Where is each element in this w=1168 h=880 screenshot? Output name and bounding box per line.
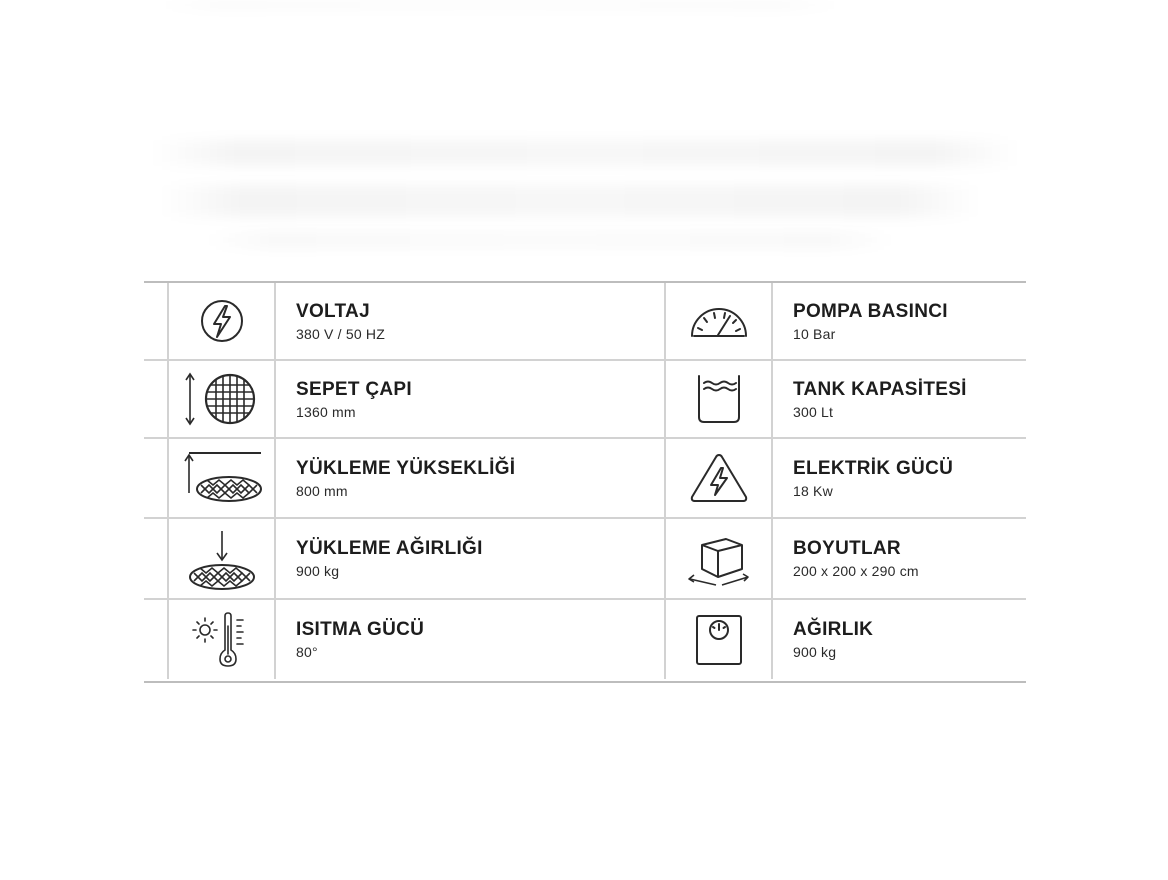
spec-label: POMPA BASINCI [793,300,948,322]
spec-row [144,283,1026,361]
spec-value: 380 V / 50 HZ [296,325,385,342]
spec-row [144,519,1026,600]
lightning-circle-icon [167,283,276,359]
spec-row [144,361,1026,439]
pressure-gauge-icon [664,283,773,359]
blurred-heading-line [200,230,900,250]
spec-item-tank-capacity [664,361,1026,437]
spec-label: ELEKTRİK GÜCÜ [793,457,954,479]
spec-label: TANK KAPASİTESİ [793,378,967,400]
spec-label: BOYUTLAR [793,538,901,559]
spec-value: 300 Lt [793,403,834,420]
spec-item-loading-height [144,439,664,517]
spec-item-voltage [144,283,664,359]
spec-item-loading-weight [144,519,664,598]
spec-label: VOLTAJ [296,300,370,322]
blurred-heading-line [160,185,980,217]
spec-value: 18 Kw [793,482,833,499]
spec-value: 900 kg [296,563,340,579]
spec-row [144,439,1026,519]
spec-value: 1360 mm [296,403,356,420]
spec-item-heating-power [144,600,664,679]
loading-weight-icon [167,519,276,598]
spec-value: 200 x 200 x 290 cm [793,563,919,579]
basket-diameter-icon [167,361,276,437]
blurred-heading-line [150,140,1020,166]
spec-item-pump-pressure [664,283,1026,359]
spec-item-basket-diameter [144,361,664,437]
spec-label: SEPET ÇAPI [296,378,412,400]
tank-water-icon [664,361,773,437]
spec-item-dimensions [664,519,1026,598]
spec-value: 800 mm [296,482,348,499]
spec-label: YÜKLEME AĞIRLIĞI [296,538,483,559]
spec-item-electric-power [664,439,1026,517]
spec-row [144,600,1026,679]
weighing-scale-icon [664,600,773,679]
spec-value: 10 Bar [793,325,836,342]
spec-label: ISITMA GÜCÜ [296,619,425,640]
loading-height-icon [167,439,276,517]
electric-warning-icon [664,439,773,517]
spec-label: YÜKLEME YÜKSEKLİĞİ [296,457,516,479]
box-dimensions-icon [664,519,773,598]
spec-value: 80° [296,644,318,660]
heating-thermometer-icon [167,600,276,679]
spec-item-weight [664,600,1026,679]
spec-label: AĞIRLIK [793,619,874,640]
spec-value: 900 kg [793,644,837,660]
spec-table [144,281,1026,683]
blurred-header-fragment [150,0,850,10]
